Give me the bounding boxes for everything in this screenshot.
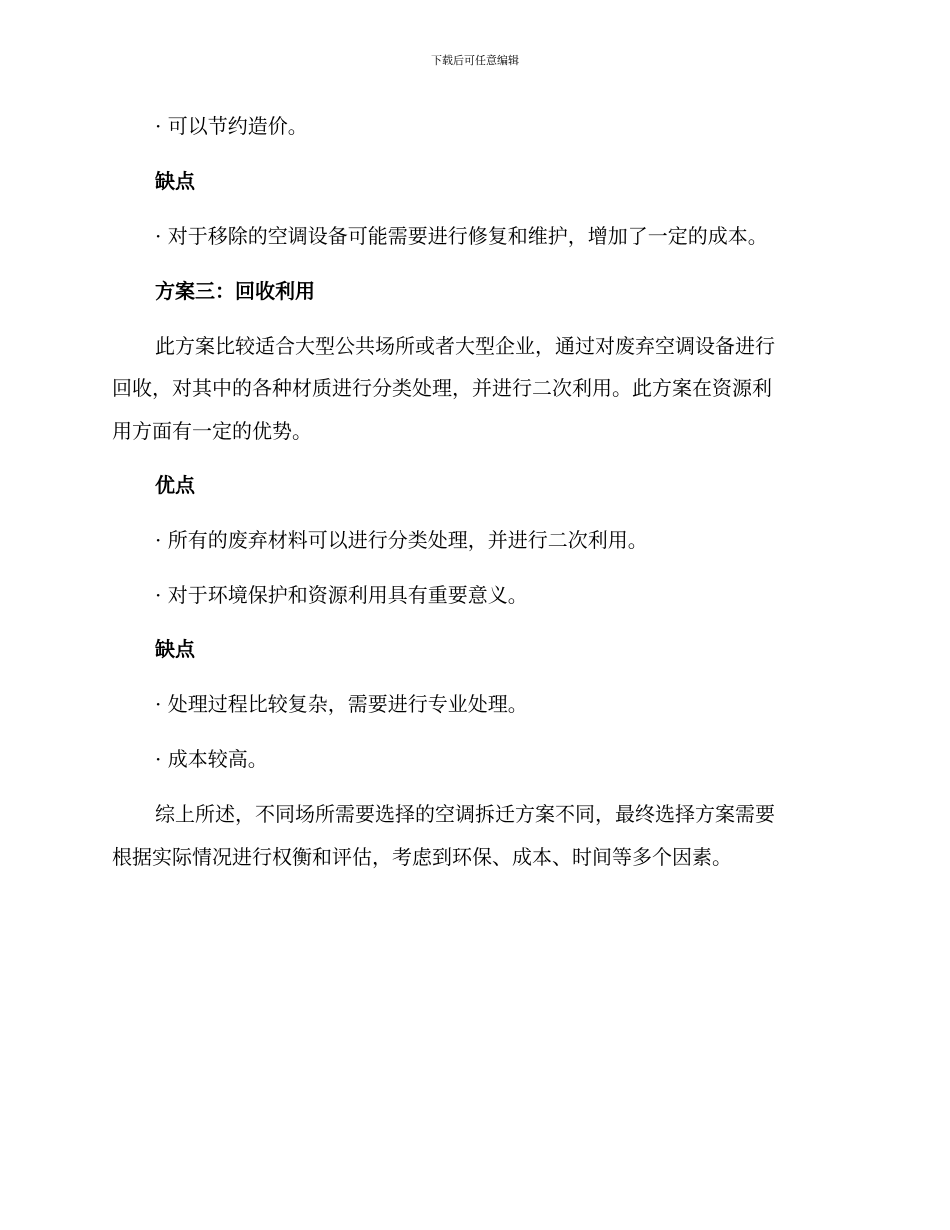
bullet-recycle-materials: · 所有的废弃材料可以进行分类处理，并进行二次利用。 xyxy=(155,528,648,552)
paragraph-summary-line-2: 根据实际情况进行权衡和评估，考虑到环保、成本、时间等多个因素。 xyxy=(112,845,732,869)
paragraph-plan-three-line-3: 用方面有一定的优势。 xyxy=(112,419,312,443)
paragraph-plan-three-line-2: 回收，对其中的各种材质进行分类处理，并进行二次利用。此方案在资源利 xyxy=(112,376,772,400)
paragraph-plan-three-line-1: 此方案比较适合大型公共场所或者大型企业，通过对废弃空调设备进行 xyxy=(155,334,775,358)
heading-cons-2: 缺点 xyxy=(155,637,195,661)
heading-cons-1: 缺点 xyxy=(155,169,195,193)
bullet-complex-process: · 处理过程比较复杂，需要进行专业处理。 xyxy=(155,692,528,716)
bullet-environment: · 对于环境保护和资源利用具有重要意义。 xyxy=(155,583,528,607)
paragraph-summary-line-1: 综上所述，不同场所需要选择的空调拆迁方案不同，最终选择方案需要 xyxy=(155,802,775,826)
bullet-high-cost: · 成本较高。 xyxy=(155,747,268,771)
bullet-save-cost: · 可以节约造价。 xyxy=(155,114,308,138)
bullet-repair-cost: · 对于移除的空调设备可能需要进行修复和维护，增加了一定的成本。 xyxy=(155,224,768,248)
page-header: 下载后可任意编辑 xyxy=(431,54,519,67)
heading-pros: 优点 xyxy=(155,473,195,497)
heading-plan-three: 方案三：回收利用 xyxy=(155,279,315,303)
